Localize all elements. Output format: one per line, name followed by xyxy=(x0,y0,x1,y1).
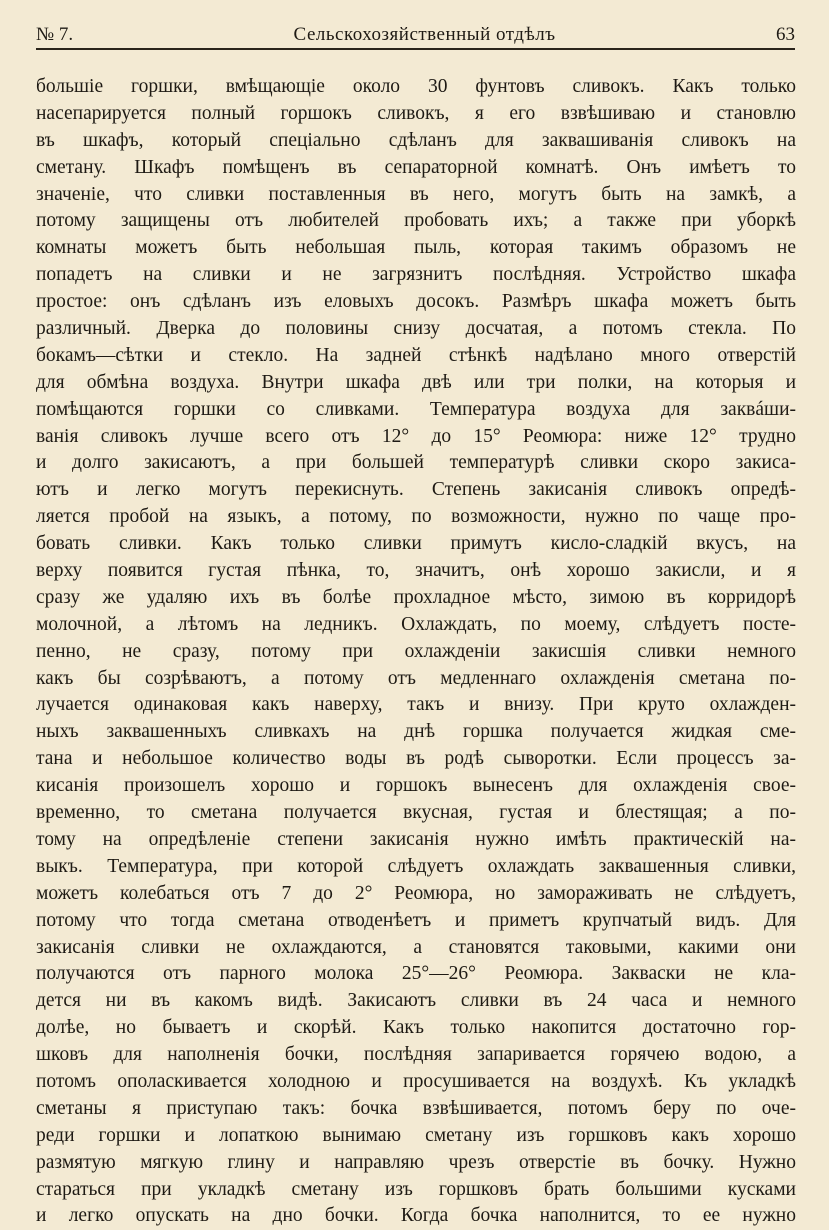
page-number: 63 xyxy=(776,24,795,45)
text-line: временно, то сметана получается вкусная, густая и блестящая; а по- xyxy=(36,802,796,824)
text-line: реди горшки и лопаткою вынимаю сметану изъ горшковъ какъ хорошо xyxy=(36,1124,796,1146)
text-line: помѣщаются горшки со сливками. Температура воздуха для заквáши- xyxy=(36,398,796,420)
text-line: шковъ для наполненія бочки, послѣдняя запаривается горячею водою, а xyxy=(36,1044,796,1066)
header-rule xyxy=(36,48,795,50)
text-line: ютъ и легко могутъ перекиснуть. Степень закисанія сливокъ опредѣ- xyxy=(36,479,796,501)
text-line: получаются отъ парного молока 25°—26° Реомюра. Закваски не кла- xyxy=(36,963,796,985)
text-line: потому защищены отъ любителей пробовать ихъ; а также при уборкѣ xyxy=(36,210,796,232)
text-line: верху появится густая пѣнка, то, значитъ, онѣ хорошо закисли, и я xyxy=(36,560,796,582)
text-line: какъ бы созрѣваютъ, а потому отъ медленнаго охлажденія сметана по- xyxy=(36,667,796,689)
text-line: тому на опредѣленіе степени закисанія нужно имѣть практическій на- xyxy=(36,828,796,850)
text-line: попадетъ на сливки и не загрязнитъ послѣдняя. Устройство шкафа xyxy=(36,264,796,286)
text-line: сметану. Шкафъ помѣщенъ въ сепараторной комнатѣ. Онъ имѣетъ то xyxy=(36,156,796,178)
text-line: бовать сливки. Какъ только сливки примутъ кисло-сладкій вкусъ, на xyxy=(36,533,796,555)
text-line: размятую мягкую глину и направляю чрезъ отверстіе въ бочку. Нужно xyxy=(36,1151,796,1173)
text-line: сметаны я приступаю такъ: бочка взвѣшивается, потомъ беру по оче- xyxy=(36,1097,796,1119)
text-line: насепарируется полный горшокъ сливокъ, я его взвѣшиваю и становлю xyxy=(36,102,796,124)
text-line: молочной, а лѣтомъ на ледникъ. Охлаждать, по моему, слѣдуетъ посте- xyxy=(36,613,796,635)
text-line: простое: онъ сдѣланъ изъ еловыхъ досокъ. Размѣръ шкафа можетъ быть xyxy=(36,291,796,313)
text-line: и легко опускать на дно бочки. Когда бочка наполнится, то ее нужно xyxy=(36,1205,796,1227)
body-text xyxy=(36,74,796,1230)
text-line: ныхъ заквашенныхъ сливкахъ на днѣ горшка получается жидкая сме- xyxy=(36,721,796,743)
text-line: комнаты можетъ быть небольшая пыль, которая такимъ образомъ не xyxy=(36,237,796,259)
text-line: сразу же удаляю ихъ въ болѣе прохладное мѣсто, зимою въ корридорѣ xyxy=(36,586,796,608)
text-line: пенно, не сразу, потому при охлажденіи закисшія сливки немного xyxy=(36,640,796,662)
text-line: можетъ колебаться отъ 7 до 2° Реомюра, но замораживать не слѣдуетъ, xyxy=(36,882,796,904)
text-line: стараться при укладкѣ сметану изъ горшковъ брать большими кусками xyxy=(36,1178,796,1200)
text-line: и долго закисаютъ, а при большей температурѣ сливки скоро закиса- xyxy=(36,452,796,474)
text-line: долѣе, но бываетъ и скорѣй. Какъ только накопится достаточно гор- xyxy=(36,1017,796,1039)
text-line: потому что тогда сметана отводенѣетъ и приметъ крупчатый видъ. Для xyxy=(36,909,796,931)
text-line: тана и небольшое количество воды въ родѣ сыворотки. Если процессъ за- xyxy=(36,748,796,770)
text-line: кисанія произошелъ хорошо и горшокъ вынесенъ для охлажденія свое- xyxy=(36,775,796,797)
issue-number: № 7. xyxy=(36,24,74,45)
text-line: различный. Дверка до половины снизу досчатая, а потомъ стекла. По xyxy=(36,318,796,340)
text-line: выкъ. Температура, при которой слѣдуетъ охлаждать заквашенныя сливки, xyxy=(36,855,796,877)
text-line: дется ни въ какомъ видѣ. Закисаютъ сливки въ 24 часа и немного xyxy=(36,990,796,1012)
section-title: Сельскохозяйственный отдѣлъ xyxy=(293,24,556,45)
text-line: въ шкафъ, который спеціально сдѣланъ для заквашиванія сливокъ на xyxy=(36,129,796,151)
text-line: для обмѣна воздуха. Внутри шкафа двѣ или три полки, на которыя и xyxy=(36,371,796,393)
text-line: большіе горшки, вмѣщающіе около 30 фунтовъ сливокъ. Какъ только xyxy=(36,76,796,97)
text-line: потомъ ополаскивается холодною и просушивается на воздухѣ. Къ укладкѣ xyxy=(36,1070,796,1092)
text-line: лучается одинаковая какъ наверху, такъ и внизу. При круто охлажден- xyxy=(36,694,796,716)
text-line: значеніе, что сливки поставленныя въ него, могутъ быть на замкѣ, а xyxy=(36,183,796,205)
text-line: ванія сливокъ лучше всего отъ 12° до 15° Реомюра: ниже 12° трудно xyxy=(36,425,796,447)
text-line: бокамъ—сѣтки и стекло. На задней стѣнкѣ надѣлано много отверстій xyxy=(36,344,796,366)
running-header xyxy=(36,22,795,46)
text-line: закисанія сливки не охлаждаются, а становятся таковыми, какими они xyxy=(36,936,796,958)
text-line: ляется пробой на языкъ, а потому, по возможности, нужно по чаще про- xyxy=(36,506,796,528)
